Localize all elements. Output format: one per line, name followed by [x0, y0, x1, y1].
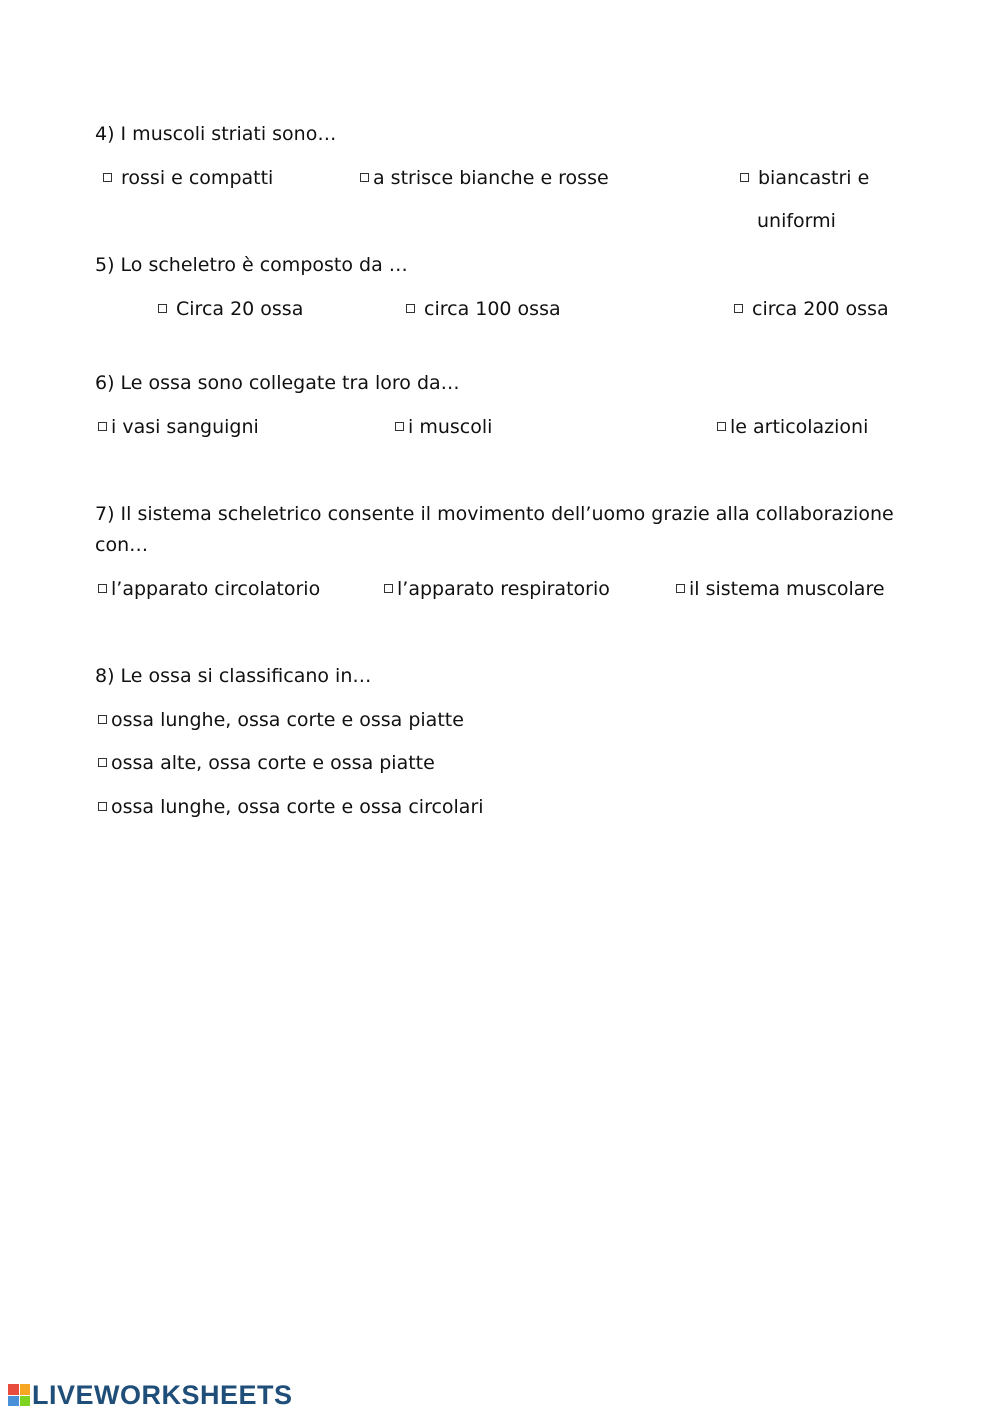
q5-option-1[interactable] — [158, 300, 303, 319]
option-label: biancastri e — [758, 167, 870, 189]
checkbox[interactable] — [158, 304, 167, 313]
brand-name: LIVEWORKSHEETS — [32, 1379, 293, 1410]
checkbox[interactable] — [98, 584, 107, 593]
question-7-text-line2: con… — [95, 534, 149, 556]
option-label: l’apparato circolatorio — [111, 578, 321, 600]
option-label: i vasi sanguigni — [111, 416, 259, 438]
q6-option-3[interactable] — [717, 418, 868, 437]
checkbox[interactable] — [395, 422, 404, 431]
option-label: a strisce bianche e rosse — [373, 167, 609, 189]
checkbox[interactable] — [98, 715, 107, 724]
checkbox[interactable] — [676, 584, 685, 593]
logo-square-4 — [20, 1396, 31, 1407]
option-label: ossa lunghe, ossa corte e ossa circolari — [111, 796, 484, 818]
option-label: le articolazioni — [730, 416, 869, 438]
q6-option-2[interactable] — [395, 418, 492, 437]
option-label: ossa alte, ossa corte e ossa piatte — [111, 752, 435, 774]
q7-option-1[interactable] — [98, 580, 320, 599]
q7-option-3[interactable] — [676, 580, 885, 599]
option-label: Circa 20 ossa — [176, 298, 304, 320]
q8-option-2[interactable] — [98, 754, 435, 773]
q8-option-1[interactable] — [98, 711, 464, 730]
checkbox[interactable] — [717, 422, 726, 431]
option-label: circa 100 ossa — [424, 298, 561, 320]
footer-brand — [8, 1380, 293, 1410]
question-5-text: 5) Lo scheletro è composto da … — [95, 254, 408, 276]
option-label: il sistema muscolare — [689, 578, 885, 600]
question-7-text-line1: 7) Il sistema scheletrico consente il movimento dell’uomo grazie alla collaborazione — [95, 503, 894, 525]
checkbox[interactable] — [98, 758, 107, 767]
checkbox[interactable] — [360, 173, 369, 182]
q7-option-2[interactable] — [384, 580, 610, 599]
checkbox[interactable] — [406, 304, 415, 313]
option-label: rossi e compatti — [121, 167, 274, 189]
q4-option-2[interactable] — [360, 169, 609, 188]
question-8-text: 8) Le ossa si classificano in… — [95, 665, 372, 687]
option-label: circa 200 ossa — [752, 298, 889, 320]
checkbox[interactable] — [740, 173, 749, 182]
q4-option-3-continued: uniformi — [757, 210, 836, 232]
q4-option-3[interactable] — [740, 169, 869, 188]
logo-square-3 — [8, 1396, 19, 1407]
q6-option-1[interactable] — [98, 418, 259, 437]
checkbox[interactable] — [384, 584, 393, 593]
checkbox[interactable] — [103, 173, 112, 182]
question-6-text: 6) Le ossa sono collegate tra loro da… — [95, 372, 460, 394]
option-label: l’apparato respiratorio — [397, 578, 610, 600]
question-4-text: 4) I muscoli striati sono… — [95, 123, 337, 145]
logo-square-1 — [8, 1384, 19, 1395]
option-label: ossa lunghe, ossa corte e ossa piatte — [111, 709, 464, 731]
q5-option-2[interactable] — [406, 300, 561, 319]
q8-option-3[interactable] — [98, 798, 484, 817]
logo-square-2 — [20, 1384, 31, 1395]
liveworksheets-logo-icon — [8, 1384, 30, 1406]
checkbox[interactable] — [98, 422, 107, 431]
checkbox[interactable] — [734, 304, 743, 313]
checkbox[interactable] — [98, 802, 107, 811]
option-label: i muscoli — [408, 416, 493, 438]
q4-option-1[interactable] — [103, 169, 273, 188]
q5-option-3[interactable] — [734, 300, 889, 319]
